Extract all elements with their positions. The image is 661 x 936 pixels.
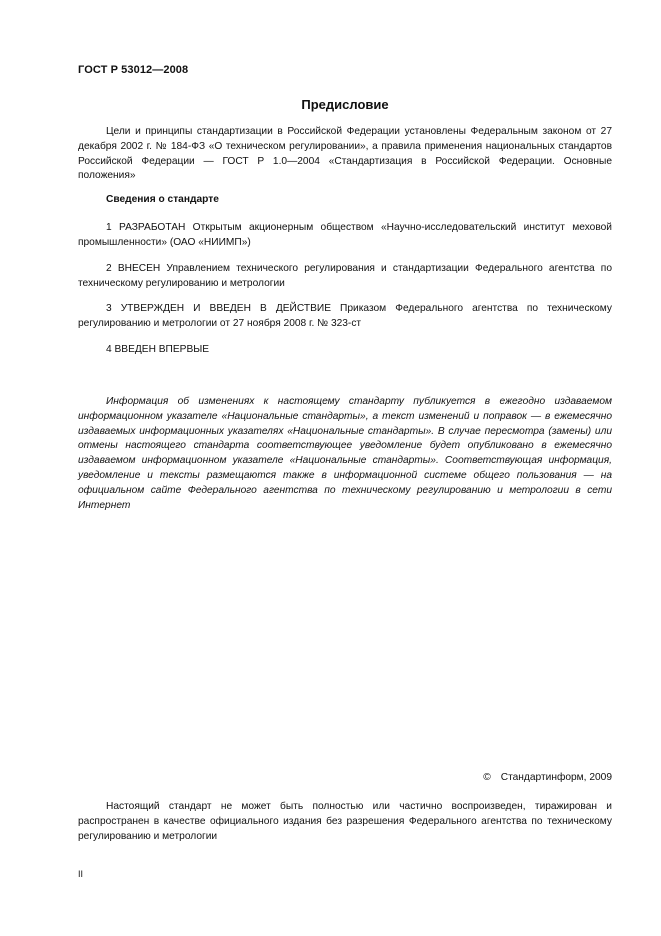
copyright-symbol: © <box>483 772 491 783</box>
item-submitted: 2 ВНЕСЕН Управлением технического регулирования и стандартизации Федерального агентства по техническому регулированию и метрологии <box>78 263 612 289</box>
intro-paragraph: Цели и принципы стандартизации в Российской Федерации установлены Федеральным законом от 27 декабря 2002 г. № 184-ФЗ «О техническом регулировании», а правила применения национальных стандартов Российской Федерации — ГОСТ Р 1.0—2004 «Стандартизация в Российской Федерации. Основные положения» <box>78 126 612 182</box>
reproduction-notice: Настоящий стандарт не может быть полностью или частично воспроизведен, тиражирован и распространен в качестве официального издания без разрешения Федерального агентства по техническому регулированию и метрологии <box>78 801 612 842</box>
item-first-introduced: 4 ВВЕДЕН ВПЕРВЫЕ <box>106 344 210 355</box>
change-info-notice: Информация об изменениях к настоящему стандарту публикуется в ежегодно издаваемом информационном указателе «Национальные стандарты», а текст изменений и поправок — в ежемесячно издаваемых информационных указателях «Национальные стандарты». В случае пересмотра (замены) или отмены настоящего стандарта соответствующее уведомление будет опубликовано в ежемесячно издаваемом информационном указателе «Национальные стандарты». Соответствующая информация, уведомление и тексты размещаются также в информационной системе общего пользования — на официальном сайте Федерального агентства по техническому регулированию и метрологии в сети Интернет <box>78 396 612 511</box>
item-developed: 1 РАЗРАБОТАН Открытым акционерным обществом «Научно-исследовательский институт меховой промышленности» (ОАО «НИИМП») <box>78 222 612 248</box>
item-approved: 3 УТВЕРЖДЕН И ВВЕДЕН В ДЕЙСТВИЕ Приказом Федерального агентства по техническому регулированию и метрологии от 27 ноября 2008 г. № 323-ст <box>78 303 612 329</box>
page-title: Предисловие <box>301 97 389 112</box>
page-number: II <box>78 869 84 879</box>
info-heading: Сведения о стандарте <box>106 194 219 205</box>
standard-code-header: ГОСТ Р 53012—2008 <box>78 64 189 76</box>
copyright-line <box>483 772 612 783</box>
copyright-text: Стандартинформ, 2009 <box>500 772 612 783</box>
